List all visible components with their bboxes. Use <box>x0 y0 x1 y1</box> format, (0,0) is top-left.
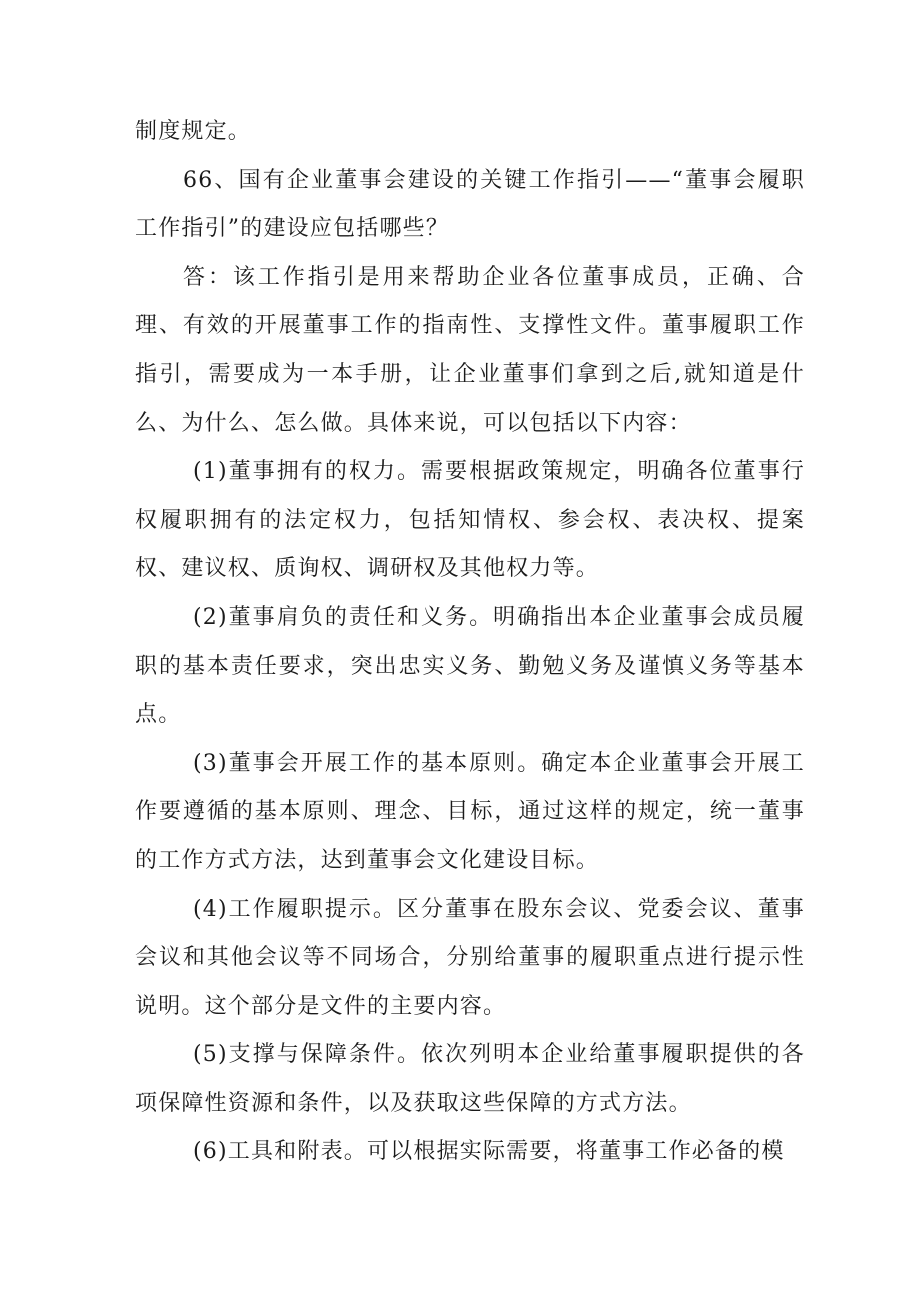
paragraph-question-66: 66、国有企业董事会建设的关键工作指引——“董事会履职工作指引”的建设应包括哪些？ <box>135 167 805 242</box>
paragraph-answer: 答：该工作指引是用来帮助企业各位董事成员，正确、合理、有效的开展董事工作的指南性、支撑性文件。董事履职工作指引，需要成为一本手册，让企业董事们拿到之后,就知道是什么、为什么、怎么做。具体来说，可以包括以下内容： <box>135 264 805 436</box>
paragraph-item-3: (3)董事会开展工作的基本原则。确定本企业董事会开展工作要遵循的基本原则、理念、目标，通过这样的规定，统一董事的工作方式方法，达到董事会文化建设目标。 <box>135 750 805 873</box>
paragraph-continuation: 制度规定。 <box>135 119 252 144</box>
paragraph-item-4: (4)工作履职提示。区分董事在股东会议、党委会议、董事会议和其他会议等不同场合，分别给董事的履职重点进行提示性说明。这个部分是文件的主要内容。 <box>135 896 805 1019</box>
paragraph-item-5: (5)支撑与保障条件。依次列明本企业给董事履职提供的各项保障性资源和条件，以及获取这些保障的方式方法。 <box>135 1042 805 1116</box>
document-body <box>135 108 805 1177</box>
paragraph-item-1: (1)董事拥有的权力。需要根据政策规定，明确各位董事行权履职拥有的法定权力，包括知情权、参会权、表决权、提案权、建议权、质询权、调研权及其他权力等。 <box>135 459 805 582</box>
paragraph-item-2: (2)董事肩负的责任和义务。明确指出本企业董事会成员履职的基本责任要求，突出忠实义务、勤勉义务及谨慎义务等基本点。 <box>135 604 805 728</box>
paragraph-item-6: (6)工具和附表。可以根据实际需要，将董事工作必备的模 <box>193 1139 785 1165</box>
